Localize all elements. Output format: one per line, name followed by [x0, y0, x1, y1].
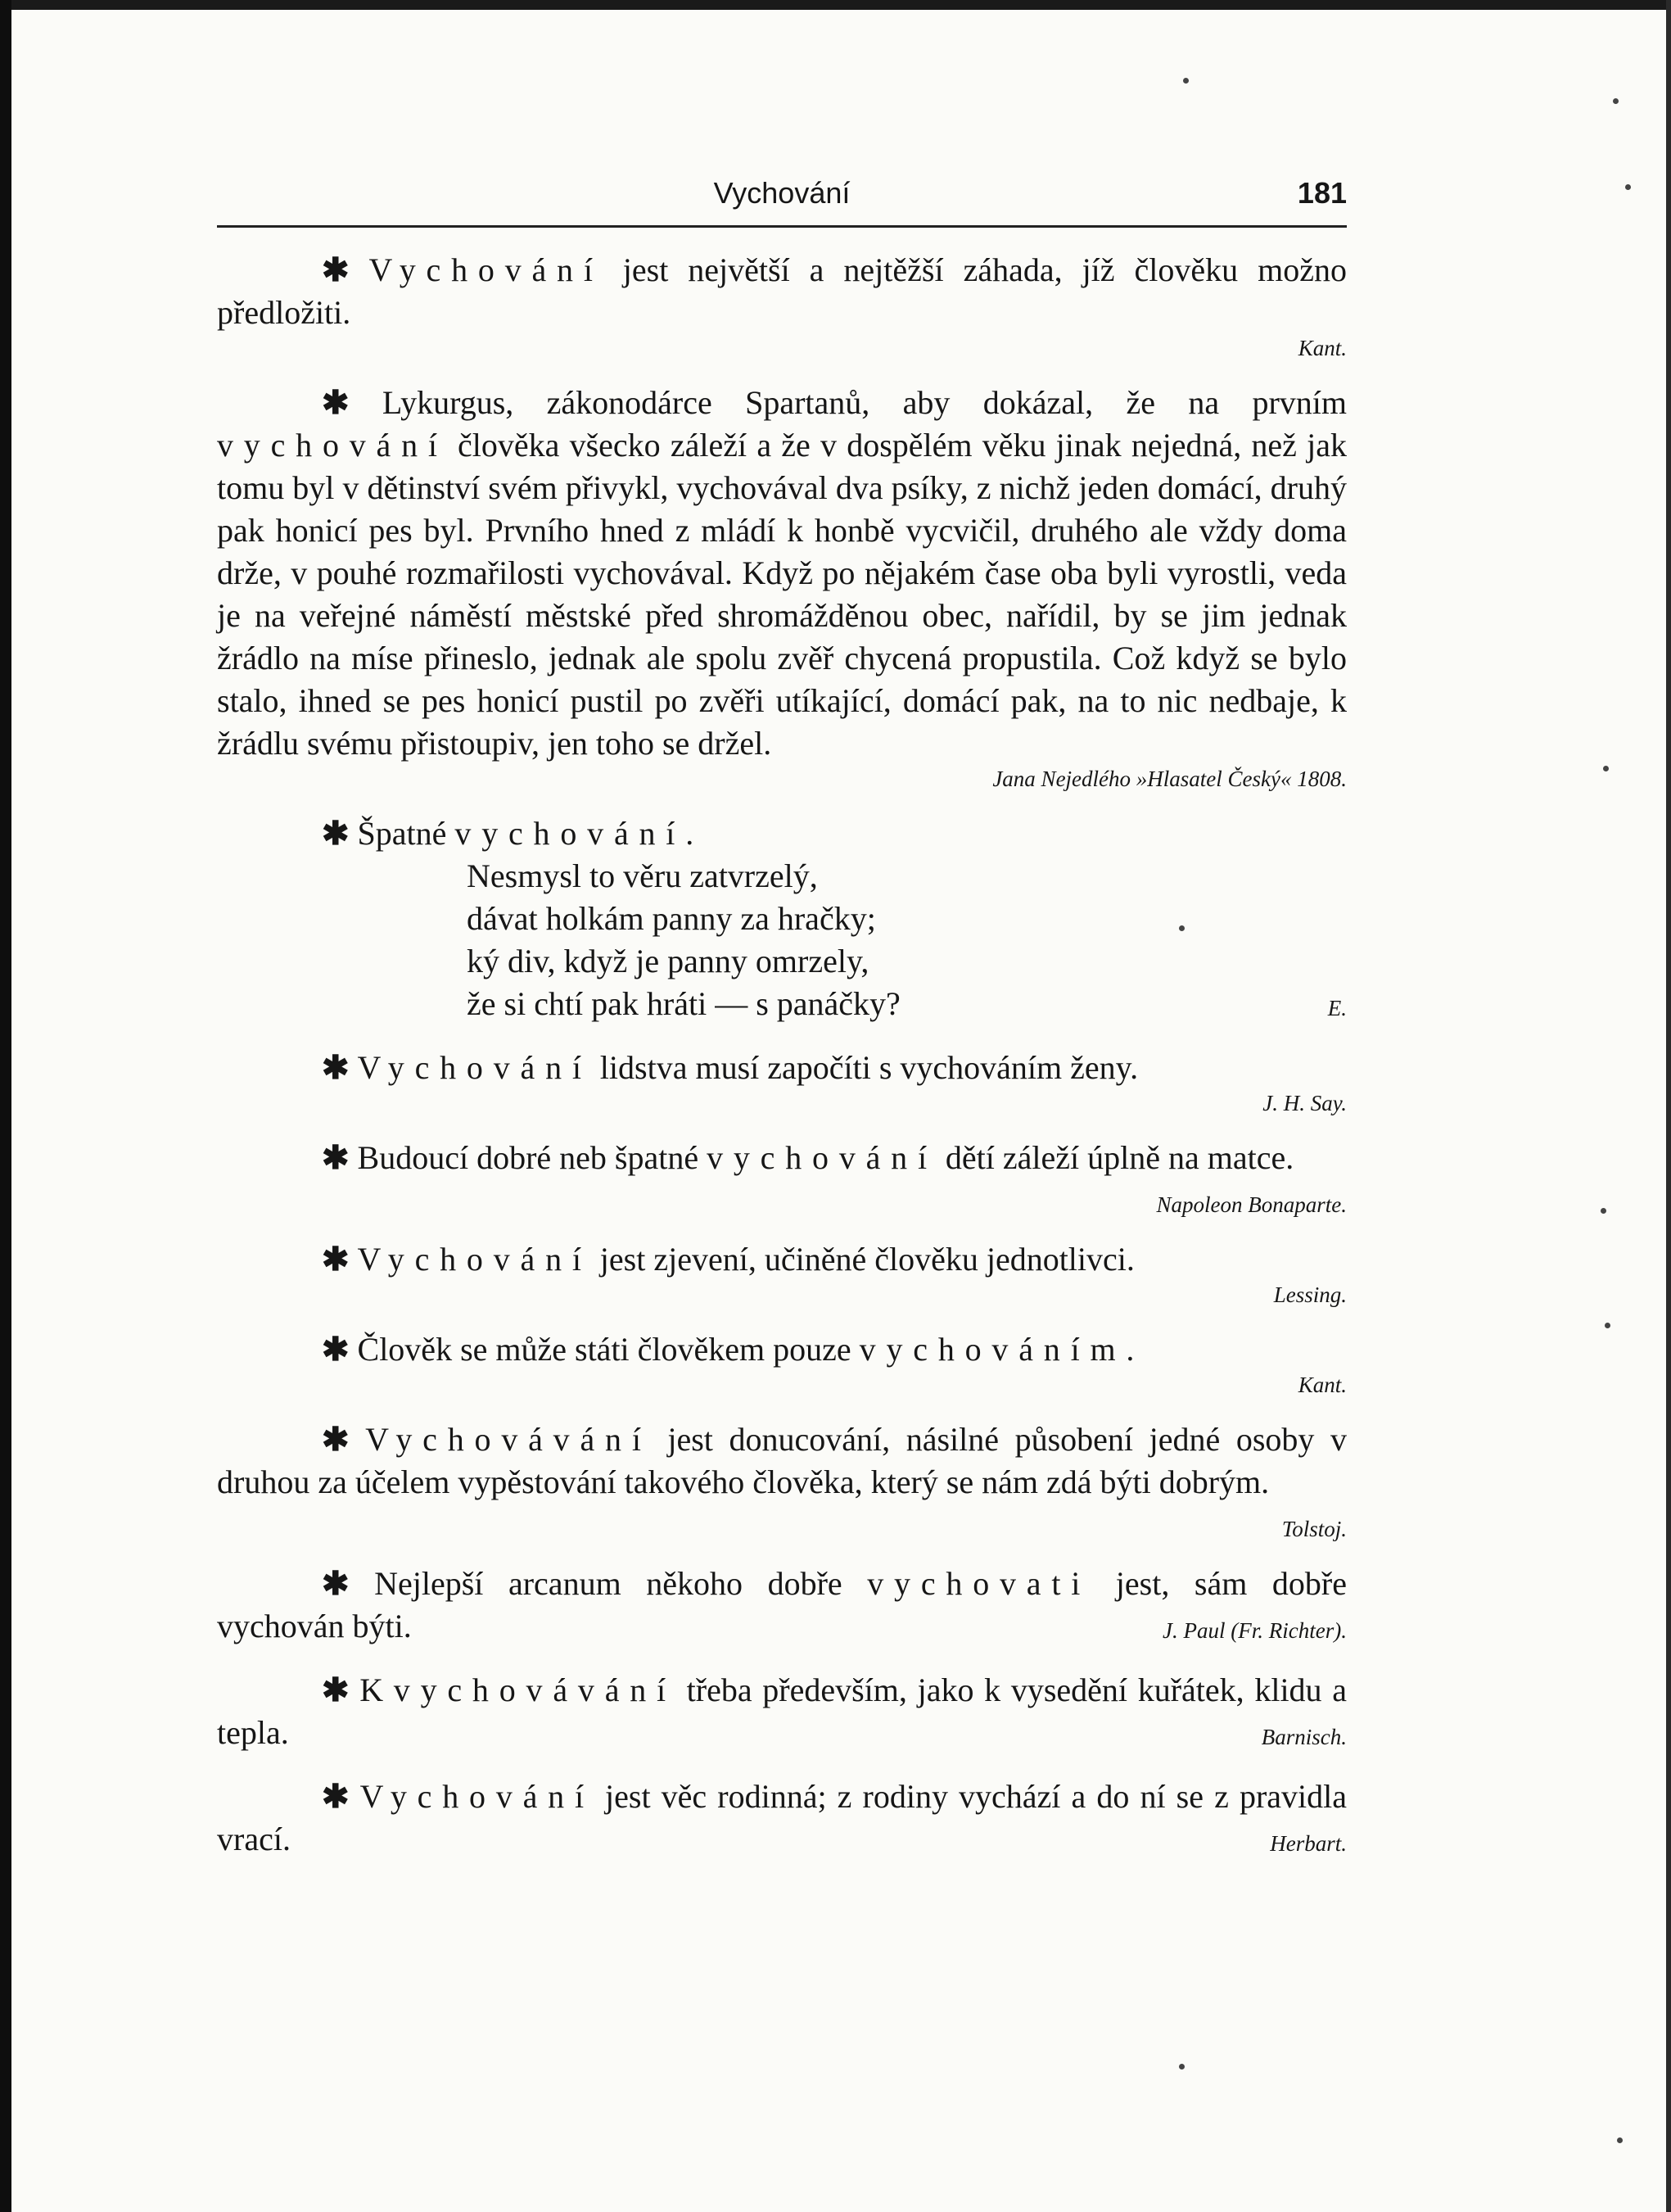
scan-speck	[1603, 766, 1609, 771]
quote-body: jest největší a nejtěžší záhada, jíž člověku možno předložiti.	[217, 251, 1347, 331]
scan-speck	[1613, 98, 1619, 104]
asterisk-icon: ✱	[322, 1049, 350, 1086]
quote-author: Kant.	[1298, 336, 1347, 360]
spaced-keyword: Vychování	[357, 1049, 592, 1086]
quote-pre: Nejlepší arcanum někoho dobře	[349, 1565, 868, 1602]
quote-author: Kant.	[1298, 1373, 1347, 1397]
asterisk-icon: ✱	[322, 1139, 350, 1176]
poem-line: Nesmysl to věru zatvrzelý,	[467, 857, 818, 894]
quote-text	[217, 249, 1347, 334]
quote-entry	[217, 1137, 1347, 1217]
quote-entry	[217, 382, 1347, 791]
page-number: 181	[1297, 176, 1347, 210]
quote-author: Napoleon Bonaparte.	[1156, 1192, 1347, 1217]
quote-author: Jana Nejedlého »Hlasatel Český« 1808.	[992, 767, 1347, 791]
page	[217, 176, 1347, 1882]
quote-entry	[217, 1328, 1347, 1397]
scan-edge-top	[0, 0, 1671, 10]
scan-edge-left	[0, 0, 11, 2212]
running-header	[217, 176, 1347, 225]
scan-speck	[1601, 1208, 1606, 1214]
spaced-keyword: Vychovávání	[365, 1421, 652, 1458]
quote-pre: Budoucí dobré neb špatné	[349, 1139, 707, 1176]
quote-text	[217, 1328, 1347, 1371]
quote-text	[217, 1238, 1347, 1281]
quote-body: jest zjevení, učiněné člověku jednotlivci.	[591, 1241, 1135, 1278]
quote-author: Herbart.	[1270, 1831, 1347, 1856]
quote-pre: K	[349, 1671, 394, 1708]
quote-pre: Člověk se může státi člověkem pouze	[349, 1331, 860, 1368]
asterisk-icon: ✱	[322, 251, 350, 288]
spaced-keyword: vychování	[707, 1139, 937, 1176]
asterisk-icon: ✱	[322, 1331, 350, 1368]
quote-author: J. H. Say.	[1262, 1091, 1347, 1115]
quote-entry	[217, 1563, 1347, 1648]
quote-entry	[217, 1775, 1347, 1861]
header-rule	[217, 225, 1347, 228]
spaced-keyword: Vychování	[357, 1241, 592, 1278]
quote-body: lidstva musí započíti s vychováním ženy.	[591, 1049, 1139, 1086]
scan-speck	[1179, 925, 1185, 931]
quote-text	[217, 1775, 1347, 1861]
poem	[467, 855, 1347, 1025]
scan-speck	[1605, 1323, 1610, 1328]
quote-body: člověka všecko záleží a že v dospělém věku jinak nejedná, než jak tomu byl v dětinství svém přivykl, vychovával dva psíky, z nichž jeden domácí, druhý pak honicí pes byl. Prvního hned z mládí k honbě vycvičil, druhého ale vždy doma drže, v pouhé rozmařilosti vychovával. Když po nějakém čase oba byli vyrostli, veda je na veřejné náměstí městské před shromážděnou obec, nařídil, by se jim jednak žrádlo na míse přineslo, jednak ale spolu zvěř chycená propustila. Což když se bylo stalo, ihned se pes honicí pustil po zvěři utíkající, domácí pak, na to nic nedbaje, k žrádlu svému přistoupiv, jen toho se držel.	[217, 427, 1347, 762]
quote-author: Barnisch.	[1261, 1725, 1347, 1749]
quote-entry	[217, 1238, 1347, 1307]
spaced-keyword: vychovati	[867, 1565, 1091, 1602]
spaced-keyword: Vychování	[359, 1778, 594, 1815]
quote-entry-poem	[217, 812, 1347, 1025]
spaced-keyword: vychování.	[454, 815, 705, 852]
asterisk-icon: ✱	[322, 1778, 350, 1815]
quote-pre: Špatné	[349, 815, 455, 852]
scan-edge-right	[1666, 0, 1671, 2212]
scan-speck	[1179, 2064, 1185, 2070]
asterisk-icon: ✱	[322, 1565, 350, 1602]
quote-text	[217, 1563, 1347, 1648]
quote-author: E.	[1327, 996, 1347, 1020]
quote-pre: Lykurgus, zákonodárce Spartanů, aby dokázal, že na prvním	[349, 384, 1347, 421]
quote-author: J. Paul (Fr. Richter).	[1163, 1618, 1347, 1643]
scan-speck	[1617, 2137, 1623, 2143]
poem-line: dávat holkám panny za hračky;	[467, 900, 876, 937]
quote-body: jest donucování, násilné působení jedné osoby v druhou za účelem vypěstování takového člověka, který se nám zdá býti dobrým.	[217, 1421, 1347, 1500]
quote-text	[217, 1669, 1347, 1754]
quote-text	[217, 1137, 1347, 1217]
quote-author: Tolstoj.	[1281, 1517, 1347, 1541]
quote-entry	[217, 1047, 1347, 1115]
poem-line: že si chtí pak hráti — s panáčky?	[467, 985, 901, 1022]
quote-entry	[217, 1418, 1347, 1541]
asterisk-icon: ✱	[322, 1241, 350, 1278]
quote-text	[217, 1418, 1347, 1541]
quote-text	[217, 1047, 1347, 1089]
asterisk-icon: ✱	[322, 1671, 350, 1708]
quote-author: Lessing.	[1273, 1282, 1347, 1307]
quote-body: dětí záleží úplně na matce.	[937, 1139, 1294, 1176]
quote-body: jest, sám dobře vychován býti.	[217, 1565, 1347, 1644]
quote-entry	[217, 1669, 1347, 1754]
asterisk-icon: ✱	[322, 384, 350, 421]
quote-entry	[217, 249, 1347, 360]
spaced-keyword: Vychování	[368, 251, 603, 288]
scan-speck	[1625, 184, 1631, 190]
quote-body: jest věc rodinná; z rodiny vychází a do ní se z pravidla vrací.	[217, 1778, 1348, 1857]
asterisk-icon: ✱	[322, 815, 350, 852]
quote-text	[217, 812, 1347, 855]
spaced-keyword: vychování	[217, 427, 448, 464]
quote-body: třeba především, jako k vysedění kuřátek, klidu a tepla.	[217, 1671, 1347, 1751]
spaced-keyword: vychováním.	[859, 1331, 1145, 1368]
scan-speck	[1183, 78, 1189, 84]
poem-line: ký div, když je panny omrzely,	[467, 943, 869, 979]
spaced-keyword: vychovávání	[393, 1671, 676, 1708]
header-title: Vychování	[713, 176, 851, 210]
asterisk-icon: ✱	[322, 1421, 350, 1458]
quote-text	[217, 382, 1347, 765]
